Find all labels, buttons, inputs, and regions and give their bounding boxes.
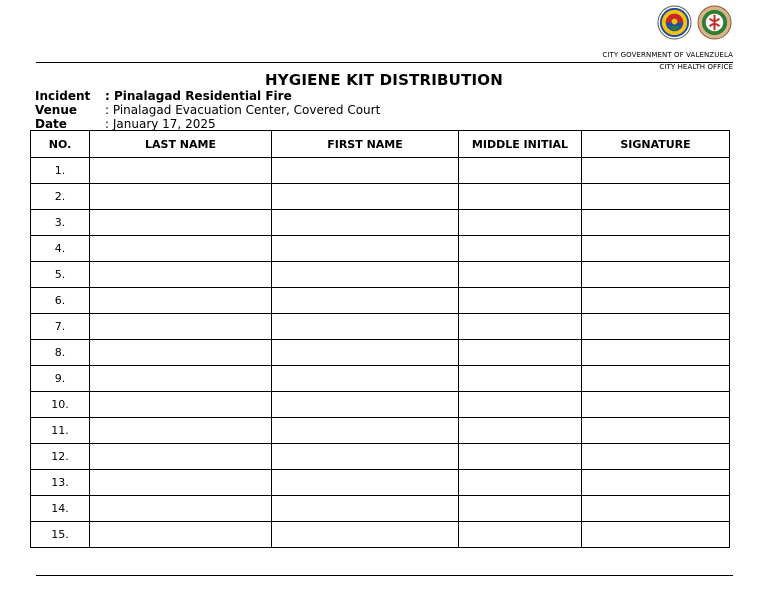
table-row [31, 418, 730, 444]
last-name-cell[interactable] [90, 340, 272, 366]
first-name-cell[interactable] [272, 262, 459, 288]
row-number: 7. [31, 314, 90, 340]
signature-cell[interactable] [582, 262, 730, 288]
footer-divider [36, 575, 733, 576]
first-name-cell[interactable] [272, 158, 459, 184]
signature-cell[interactable] [582, 418, 730, 444]
row-number: 9. [31, 366, 90, 392]
first-name-cell[interactable] [272, 340, 459, 366]
table-row [31, 184, 730, 210]
column-header-last-name: LAST NAME [90, 131, 272, 158]
middle-initial-cell[interactable] [459, 340, 582, 366]
middle-initial-cell[interactable] [459, 392, 582, 418]
first-name-cell[interactable] [272, 392, 459, 418]
venue-value: : Pinalagad Evacuation Center, Covered Court [105, 103, 381, 117]
first-name-cell[interactable] [272, 184, 459, 210]
column-header-no: NO. [31, 131, 90, 158]
column-header-signature: SIGNATURE [582, 131, 730, 158]
middle-initial-cell[interactable] [459, 366, 582, 392]
first-name-cell[interactable] [272, 444, 459, 470]
middle-initial-cell[interactable] [459, 210, 582, 236]
last-name-cell[interactable] [90, 444, 272, 470]
table-body [31, 158, 730, 548]
signature-cell[interactable] [582, 184, 730, 210]
table-row [31, 366, 730, 392]
row-number: 8. [31, 340, 90, 366]
middle-initial-cell[interactable] [459, 158, 582, 184]
signature-cell[interactable] [582, 366, 730, 392]
first-name-cell[interactable] [272, 236, 459, 262]
signature-cell[interactable] [582, 392, 730, 418]
middle-initial-cell[interactable] [459, 314, 582, 340]
header-logos [657, 5, 733, 41]
first-name-cell[interactable] [272, 366, 459, 392]
incident-value: : Pinalagad Residential Fire [105, 89, 292, 103]
middle-initial-cell[interactable] [459, 262, 582, 288]
row-number: 2. [31, 184, 90, 210]
middle-initial-cell[interactable] [459, 418, 582, 444]
middle-initial-cell[interactable] [459, 444, 582, 470]
middle-initial-cell[interactable] [459, 236, 582, 262]
last-name-cell[interactable] [90, 366, 272, 392]
row-number: 5. [31, 262, 90, 288]
distribution-table [30, 130, 730, 548]
health-office-seal-icon [697, 5, 732, 40]
row-number: 11. [31, 418, 90, 444]
row-number: 15. [31, 522, 90, 548]
table-row [31, 236, 730, 262]
first-name-cell[interactable] [272, 496, 459, 522]
column-header-middle-initial: MIDDLE INITIAL [459, 131, 582, 158]
table-row [31, 392, 730, 418]
first-name-cell[interactable] [272, 418, 459, 444]
row-number: 13. [31, 470, 90, 496]
first-name-cell[interactable] [272, 470, 459, 496]
first-name-cell[interactable] [272, 210, 459, 236]
first-name-cell[interactable] [272, 522, 459, 548]
middle-initial-cell[interactable] [459, 496, 582, 522]
last-name-cell[interactable] [90, 392, 272, 418]
document-title: HYGIENE KIT DISTRIBUTION [265, 71, 503, 89]
last-name-cell[interactable] [90, 470, 272, 496]
date-value: : January 17, 2025 [105, 117, 216, 131]
signature-cell[interactable] [582, 470, 730, 496]
signature-cell[interactable] [582, 444, 730, 470]
table-row [31, 262, 730, 288]
row-number: 10. [31, 392, 90, 418]
row-number: 3. [31, 210, 90, 236]
middle-initial-cell[interactable] [459, 288, 582, 314]
last-name-cell[interactable] [90, 314, 272, 340]
row-number: 6. [31, 288, 90, 314]
signature-cell[interactable] [582, 210, 730, 236]
signature-cell[interactable] [582, 496, 730, 522]
signature-cell[interactable] [582, 522, 730, 548]
middle-initial-cell[interactable] [459, 522, 582, 548]
column-header-first-name: FIRST NAME [272, 131, 459, 158]
signature-cell[interactable] [582, 314, 730, 340]
table-row [31, 496, 730, 522]
last-name-cell[interactable] [90, 262, 272, 288]
middle-initial-cell[interactable] [459, 470, 582, 496]
signature-cell[interactable] [582, 288, 730, 314]
office-name: CITY HEALTH OFFICE [659, 63, 733, 71]
venue-label: Venue [35, 103, 77, 117]
signature-cell[interactable] [582, 158, 730, 184]
table-row [31, 444, 730, 470]
last-name-cell[interactable] [90, 236, 272, 262]
date-label: Date [35, 117, 67, 131]
city-seal-icon [657, 5, 692, 40]
date-row [35, 117, 216, 131]
table-row [31, 210, 730, 236]
last-name-cell[interactable] [90, 184, 272, 210]
first-name-cell[interactable] [272, 288, 459, 314]
middle-initial-cell[interactable] [459, 184, 582, 210]
signature-cell[interactable] [582, 340, 730, 366]
last-name-cell[interactable] [90, 496, 272, 522]
org-name: CITY GOVERNMENT OF VALENZUELA [602, 51, 733, 59]
last-name-cell[interactable] [90, 288, 272, 314]
table-row [31, 314, 730, 340]
table-row [31, 470, 730, 496]
row-number: 12. [31, 444, 90, 470]
row-number: 4. [31, 236, 90, 262]
incident-label: Incident [35, 89, 91, 103]
first-name-cell[interactable] [272, 314, 459, 340]
venue-row [35, 103, 380, 117]
last-name-cell[interactable] [90, 418, 272, 444]
table-header-row [31, 131, 730, 158]
table-row [31, 340, 730, 366]
table-row [31, 158, 730, 184]
signature-cell[interactable] [582, 236, 730, 262]
row-number: 1. [31, 158, 90, 184]
table-row [31, 522, 730, 548]
last-name-cell[interactable] [90, 158, 272, 184]
header-divider [36, 62, 733, 63]
table-row [31, 288, 730, 314]
last-name-cell[interactable] [90, 210, 272, 236]
last-name-cell[interactable] [90, 522, 272, 548]
row-number: 14. [31, 496, 90, 522]
incident-row [35, 89, 292, 103]
